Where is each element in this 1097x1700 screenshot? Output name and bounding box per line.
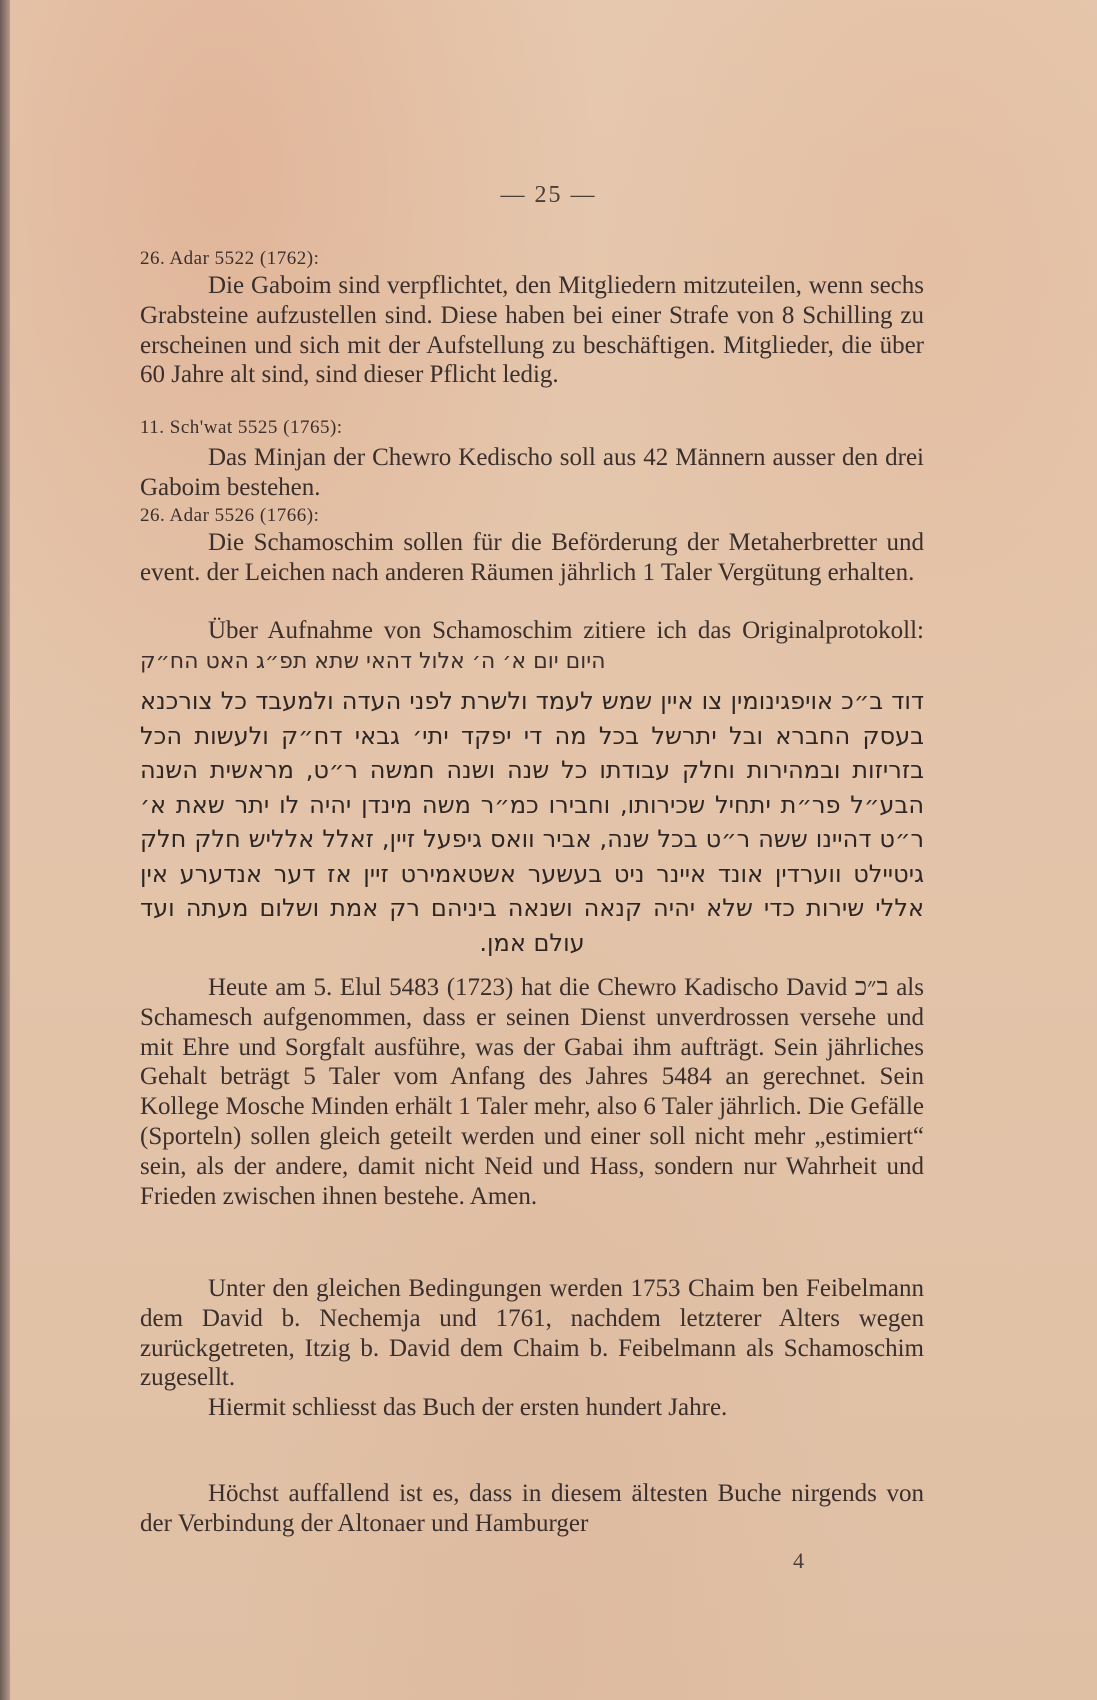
signature-mark: 4 (793, 1548, 804, 1573)
hebrew-protocol-quote: דוד ב״כ אויפגינומין צו איין שמש לעמד ולשרת לפני העדה ולמעבד כל צורכנא בעסק החברא ובל יתרשל בכל מה די יפקד יתי׳ גבאי דח״ק ולעשות הכל בזריזות ובמהירות וחלק עבודתו כל שנה ושנה חמשה ר״ט, מראשית השנה הבע״ל פר״ת יתחיל שכירותו, וחבירו כמ״ר משה מינדן יהיה לו יתר שאת א׳ ר״ט דהיינו ששה ר״ט בכל שנה, אביר וואס גיפעל זיין, זאלל אלליש חלק חלק גיטיילט ווערדין אונד איינר ניט בעשער אשטאמירט זיין אז דער אנדערע אין אללי שירות כדי שלא יהיה קנאה ושנאה ביניהם רק אמת ושלום מעתה ועד עולם אמן. (140, 687, 924, 957)
book-spine-edge (0, 0, 10, 1700)
closing-paragraph (140, 1393, 924, 1423)
intro-paragraph (140, 616, 924, 677)
remark-paragraph (140, 1479, 924, 1539)
closing-text: Hiermit schliesst das Buch der ersten hundert Jahre. (208, 1394, 728, 1421)
entry-text: Die Gaboim sind verpflichtet, den Mitgliedern mitzuteilen, wenn sechs Grabsteine aufzustellen sind. Diese haben bei einer Strafe von 8 Schilling zu erscheinen und sich mit der Aufstellung zu beschäftigen. Mitglieder, die über 60 Jahre alt sind, sind dieser Pflicht ledig. (140, 272, 924, 389)
translation-text: Heute am 5. Elul 5483 (1723) hat die Chewro Kadischo David ב״כ als Schamesch aufgenommen, dass er seinen Dienst unverdrossen versehe und mit Ehre und Sorgfalt ausführe, was der Gabai ihm aufträgt. Sein jährliches Gehalt beträgt 5 Taler vom Anfang des Jahres 5484 an gerechnet. Sein Kollege Mosche Minden erhält 1 Taler mehr, also 6 Taler jährlich. Die Gefälle (Sporteln) sollen gleich geteilt werden und einer soll nicht mehr „estimiert“ sein, als der andere, damit nicht Neid und Hass, sondern nur Wahrheit und Frieden zwischen ihnen bestehe. Amen. (140, 974, 924, 1210)
successors-text: Unter den gleichen Bedingungen werden 1753 Chaim ben Feibelmann dem David b. Nechemja und 1761, nachdem letzterer Alters wegen zurückgetreten, Itzig b. David dem Chaim b. Feibelmann als Schamoschim zugesellt. (140, 1275, 924, 1392)
entry-paragraph (140, 271, 924, 390)
entry-date: 26. Adar 5522 (1762): (140, 248, 320, 269)
entry-text: Die Schamoschim sollen für die Beförderung der Metaherbretter und event. der Leichen nach anderen Räumen jährlich 1 Taler Vergütung erhalten. (140, 529, 924, 586)
translation-paragraph (140, 973, 924, 1211)
entry-date: 11. Sch'wat 5525 (1765): (140, 417, 343, 438)
hebrew-quote-start: היום יום א׳ ה׳ אלול דהאי שתא תפ״ג האט הח״ק (140, 648, 606, 674)
remark-text: Höchst auffallend ist es, dass in diesem ältesten Buche nirgends von der Verbindung der Altonaer und Hamburger (140, 1480, 924, 1537)
entry-date: 26. Adar 5526 (1766): (140, 505, 320, 526)
entry-paragraph (140, 528, 924, 588)
page-number: — 25 — (500, 182, 597, 208)
entry-text: Das Minjan der Chewro Kedischo soll aus 42 Männern ausser den drei Gaboim bestehen. (140, 444, 924, 501)
intro-text: Über Aufnahme von Schamoschim zitiere ich das Originalprotokoll: (208, 617, 924, 644)
successors-paragraph (140, 1274, 924, 1393)
entry-paragraph (140, 443, 924, 503)
